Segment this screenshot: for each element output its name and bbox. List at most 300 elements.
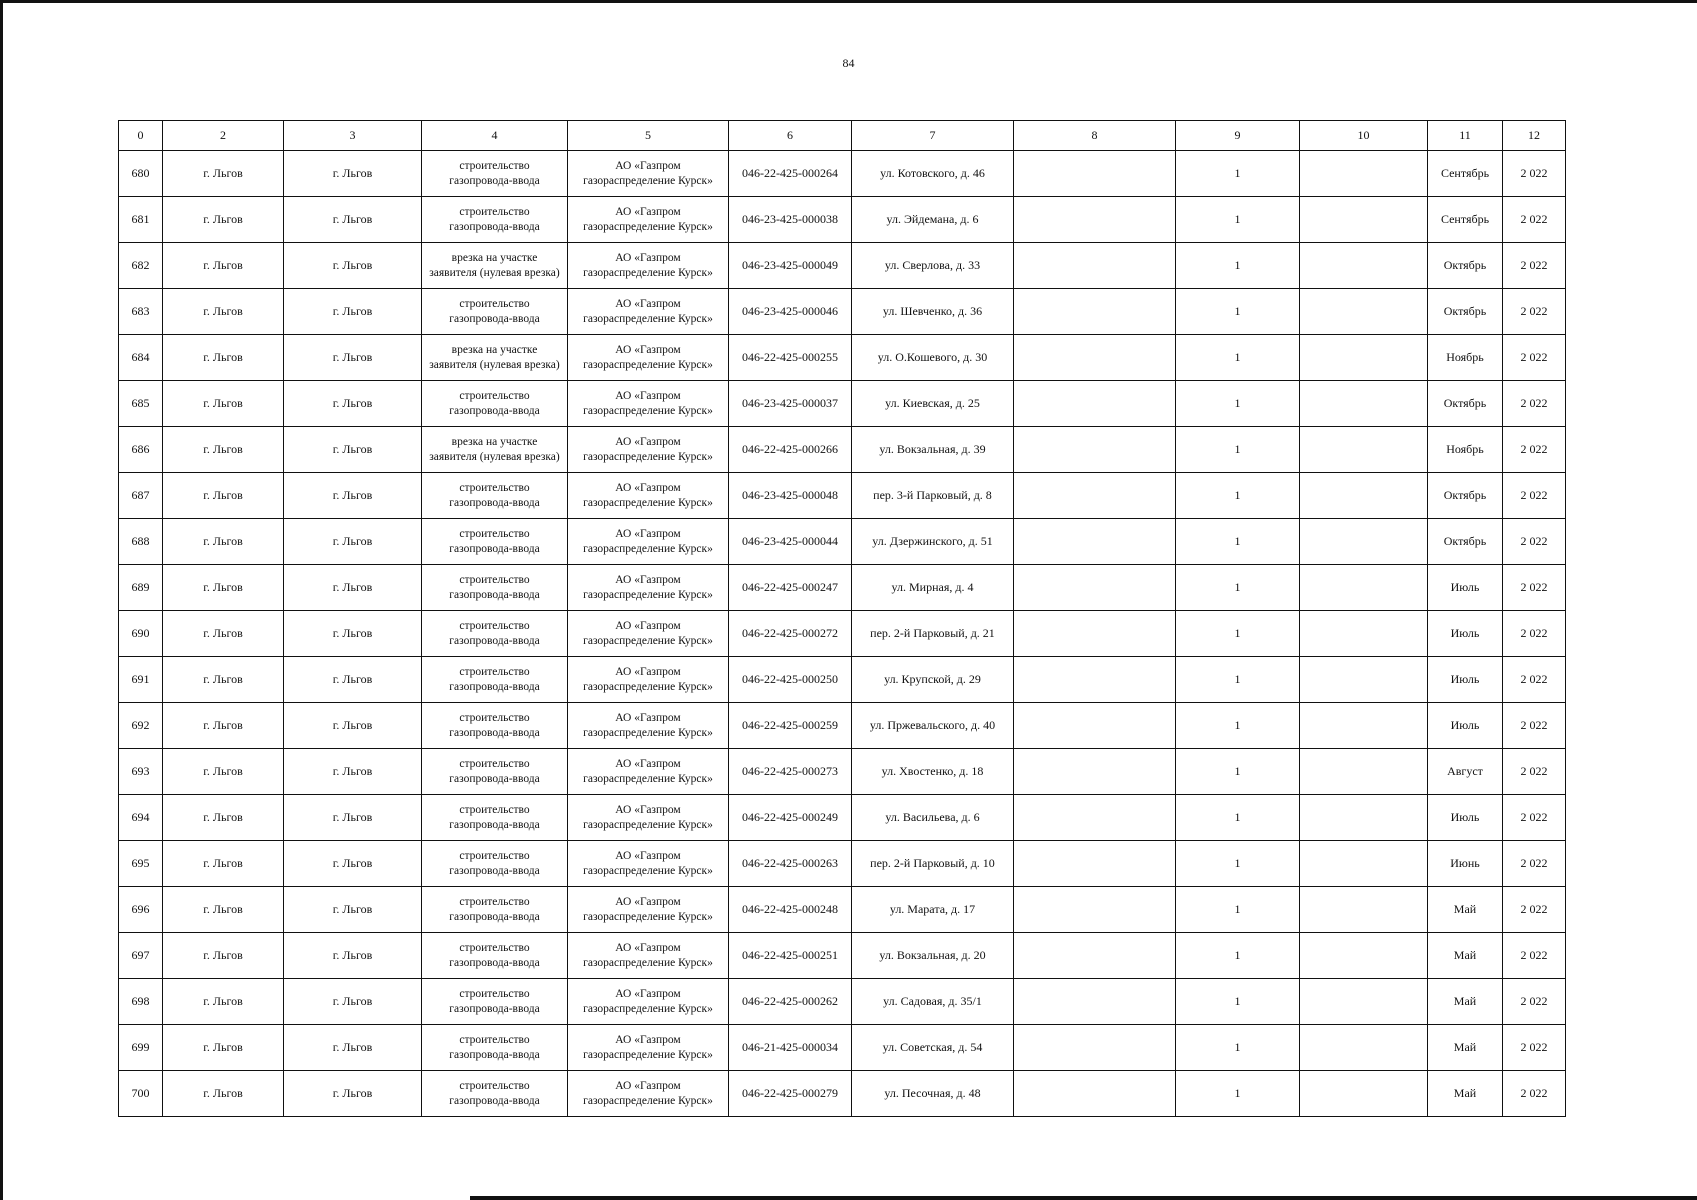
cell-month: Июль bbox=[1428, 703, 1503, 749]
cell-organization bbox=[568, 611, 729, 657]
cell-col-10 bbox=[1300, 381, 1428, 427]
cell-col-10 bbox=[1300, 979, 1428, 1025]
data-table bbox=[118, 120, 1566, 1117]
cell-year: 2 022 bbox=[1503, 749, 1566, 795]
cell-work-type-line: строительство bbox=[459, 711, 530, 724]
column-header: 3 bbox=[284, 121, 422, 151]
cell-count: 1 bbox=[1176, 703, 1300, 749]
cell-col-8 bbox=[1014, 335, 1176, 381]
cell-row-number: 690 bbox=[119, 611, 163, 657]
column-header: 9 bbox=[1176, 121, 1300, 151]
cell-month: Май bbox=[1428, 933, 1503, 979]
cell-year: 2 022 bbox=[1503, 979, 1566, 1025]
cell-year: 2 022 bbox=[1503, 1071, 1566, 1117]
cell-row-number: 696 bbox=[119, 887, 163, 933]
cell-count: 1 bbox=[1176, 749, 1300, 795]
cell-organization bbox=[568, 519, 729, 565]
column-header: 8 bbox=[1014, 121, 1176, 151]
cell-district: г. Льгов bbox=[284, 841, 422, 887]
cell-work-type bbox=[422, 427, 568, 473]
cell-work-type-line: строительство bbox=[459, 573, 530, 586]
page-number: 84 bbox=[842, 56, 855, 70]
cell-code: 046-22-425-000266 bbox=[729, 427, 852, 473]
cell-address: ул. Дзержинского, д. 51 bbox=[852, 519, 1014, 565]
cell-code: 046-23-425-000038 bbox=[729, 197, 852, 243]
cell-count: 1 bbox=[1176, 427, 1300, 473]
cell-organization-line: газораспределение Курск» bbox=[583, 174, 713, 187]
cell-month: Сентябрь bbox=[1428, 151, 1503, 197]
cell-work-type bbox=[422, 519, 568, 565]
table-row bbox=[119, 795, 1566, 841]
cell-settlement: г. Льгов bbox=[163, 243, 284, 289]
cell-organization-line: газораспределение Курск» bbox=[583, 450, 713, 463]
cell-organization bbox=[568, 749, 729, 795]
cell-month: Июль bbox=[1428, 565, 1503, 611]
cell-organization-line: АО «Газпром bbox=[615, 711, 681, 724]
cell-code: 046-22-425-000264 bbox=[729, 151, 852, 197]
cell-work-type-line: строительство bbox=[459, 849, 530, 862]
cell-code: 046-22-425-000248 bbox=[729, 887, 852, 933]
cell-count: 1 bbox=[1176, 657, 1300, 703]
cell-code: 046-23-425-000049 bbox=[729, 243, 852, 289]
cell-col-10 bbox=[1300, 703, 1428, 749]
table-row bbox=[119, 519, 1566, 565]
cell-work-type-line: газопровода-ввода bbox=[449, 220, 540, 233]
cell-month: Июнь bbox=[1428, 841, 1503, 887]
cell-work-type bbox=[422, 197, 568, 243]
cell-organization bbox=[568, 565, 729, 611]
cell-settlement: г. Льгов bbox=[163, 887, 284, 933]
cell-organization bbox=[568, 1025, 729, 1071]
cell-work-type-line: строительство bbox=[459, 481, 530, 494]
column-header: 5 bbox=[568, 121, 729, 151]
cell-row-number: 699 bbox=[119, 1025, 163, 1071]
cell-year: 2 022 bbox=[1503, 519, 1566, 565]
table-container bbox=[118, 120, 1565, 1117]
cell-work-type-line: газопровода-ввода bbox=[449, 818, 540, 831]
cell-organization bbox=[568, 795, 729, 841]
cell-settlement: г. Льгов bbox=[163, 933, 284, 979]
cell-year: 2 022 bbox=[1503, 565, 1566, 611]
cell-col-10 bbox=[1300, 565, 1428, 611]
cell-row-number: 689 bbox=[119, 565, 163, 611]
column-header: 0 bbox=[119, 121, 163, 151]
cell-col-8 bbox=[1014, 519, 1176, 565]
cell-work-type-line: строительство bbox=[459, 527, 530, 540]
cell-year: 2 022 bbox=[1503, 473, 1566, 519]
cell-row-number: 695 bbox=[119, 841, 163, 887]
cell-organization bbox=[568, 289, 729, 335]
table-body bbox=[119, 151, 1566, 1117]
cell-code: 046-23-425-000046 bbox=[729, 289, 852, 335]
cell-district: г. Льгов bbox=[284, 1071, 422, 1117]
table-row bbox=[119, 151, 1566, 197]
cell-count: 1 bbox=[1176, 519, 1300, 565]
cell-work-type bbox=[422, 565, 568, 611]
cell-month: Ноябрь bbox=[1428, 335, 1503, 381]
cell-work-type-line: строительство bbox=[459, 1033, 530, 1046]
cell-count: 1 bbox=[1176, 289, 1300, 335]
cell-work-type-line: заявителя (нулевая врезка) bbox=[429, 266, 560, 279]
cell-work-type-line: газопровода-ввода bbox=[449, 1094, 540, 1107]
cell-code: 046-21-425-000034 bbox=[729, 1025, 852, 1071]
cell-address: ул. Вокзальная, д. 39 bbox=[852, 427, 1014, 473]
cell-count: 1 bbox=[1176, 979, 1300, 1025]
cell-count: 1 bbox=[1176, 1071, 1300, 1117]
cell-address: ул. Эйдемана, д. 6 bbox=[852, 197, 1014, 243]
table-row bbox=[119, 1071, 1566, 1117]
cell-code: 046-22-425-000272 bbox=[729, 611, 852, 657]
cell-col-10 bbox=[1300, 151, 1428, 197]
cell-code: 046-23-425-000048 bbox=[729, 473, 852, 519]
table-row bbox=[119, 749, 1566, 795]
cell-year: 2 022 bbox=[1503, 887, 1566, 933]
cell-organization-line: газораспределение Курск» bbox=[583, 1002, 713, 1015]
cell-count: 1 bbox=[1176, 1025, 1300, 1071]
cell-count: 1 bbox=[1176, 197, 1300, 243]
cell-organization-line: газораспределение Курск» bbox=[583, 312, 713, 325]
cell-work-type-line: газопровода-ввода bbox=[449, 1048, 540, 1061]
cell-work-type bbox=[422, 749, 568, 795]
cell-year: 2 022 bbox=[1503, 335, 1566, 381]
cell-work-type-line: строительство bbox=[459, 665, 530, 678]
cell-settlement: г. Льгов bbox=[163, 979, 284, 1025]
cell-code: 046-23-425-000037 bbox=[729, 381, 852, 427]
cell-count: 1 bbox=[1176, 611, 1300, 657]
cell-work-type-line: строительство bbox=[459, 803, 530, 816]
cell-settlement: г. Льгов bbox=[163, 197, 284, 243]
cell-organization-line: газораспределение Курск» bbox=[583, 358, 713, 371]
cell-organization-line: газораспределение Курск» bbox=[583, 542, 713, 555]
cell-col-8 bbox=[1014, 565, 1176, 611]
cell-year: 2 022 bbox=[1503, 657, 1566, 703]
cell-settlement: г. Льгов bbox=[163, 1071, 284, 1117]
table-row bbox=[119, 289, 1566, 335]
cell-settlement: г. Льгов bbox=[163, 841, 284, 887]
cell-organization-line: газораспределение Курск» bbox=[583, 726, 713, 739]
cell-row-number: 694 bbox=[119, 795, 163, 841]
table-row bbox=[119, 197, 1566, 243]
cell-row-number: 680 bbox=[119, 151, 163, 197]
cell-col-10 bbox=[1300, 933, 1428, 979]
cell-year: 2 022 bbox=[1503, 933, 1566, 979]
table-row bbox=[119, 933, 1566, 979]
cell-address: ул. Сверлова, д. 33 bbox=[852, 243, 1014, 289]
cell-work-type bbox=[422, 979, 568, 1025]
cell-district: г. Льгов bbox=[284, 151, 422, 197]
cell-organization-line: АО «Газпром bbox=[615, 941, 681, 954]
cell-col-8 bbox=[1014, 657, 1176, 703]
cell-col-8 bbox=[1014, 473, 1176, 519]
cell-work-type-line: газопровода-ввода bbox=[449, 588, 540, 601]
table-row bbox=[119, 427, 1566, 473]
cell-year: 2 022 bbox=[1503, 427, 1566, 473]
cell-district: г. Льгов bbox=[284, 381, 422, 427]
cell-row-number: 683 bbox=[119, 289, 163, 335]
cell-district: г. Льгов bbox=[284, 197, 422, 243]
table-row bbox=[119, 335, 1566, 381]
cell-organization-line: газораспределение Курск» bbox=[583, 496, 713, 509]
cell-work-type bbox=[422, 657, 568, 703]
cell-work-type-line: врезка на участке bbox=[451, 343, 538, 356]
cell-work-type-line: газопровода-ввода bbox=[449, 680, 540, 693]
cell-code: 046-22-425-000249 bbox=[729, 795, 852, 841]
cell-work-type-line: газопровода-ввода bbox=[449, 634, 540, 647]
cell-col-10 bbox=[1300, 887, 1428, 933]
cell-settlement: г. Льгов bbox=[163, 565, 284, 611]
cell-organization-line: АО «Газпром bbox=[615, 205, 681, 218]
cell-organization bbox=[568, 933, 729, 979]
scan-border-top bbox=[0, 0, 1697, 3]
cell-year: 2 022 bbox=[1503, 381, 1566, 427]
cell-settlement: г. Льгов bbox=[163, 473, 284, 519]
cell-work-type-line: газопровода-ввода bbox=[449, 496, 540, 509]
cell-organization bbox=[568, 427, 729, 473]
cell-year: 2 022 bbox=[1503, 1025, 1566, 1071]
cell-organization bbox=[568, 151, 729, 197]
cell-month: Октябрь bbox=[1428, 473, 1503, 519]
column-header: 11 bbox=[1428, 121, 1503, 151]
cell-work-type-line: строительство bbox=[459, 895, 530, 908]
cell-settlement: г. Льгов bbox=[163, 657, 284, 703]
cell-col-10 bbox=[1300, 1025, 1428, 1071]
cell-work-type-line: газопровода-ввода bbox=[449, 864, 540, 877]
cell-row-number: 700 bbox=[119, 1071, 163, 1117]
cell-col-8 bbox=[1014, 979, 1176, 1025]
table-row bbox=[119, 611, 1566, 657]
cell-year: 2 022 bbox=[1503, 243, 1566, 289]
cell-col-8 bbox=[1014, 1025, 1176, 1071]
cell-district: г. Льгов bbox=[284, 243, 422, 289]
cell-work-type bbox=[422, 473, 568, 519]
cell-settlement: г. Льгов bbox=[163, 1025, 284, 1071]
cell-organization-line: АО «Газпром bbox=[615, 665, 681, 678]
cell-work-type bbox=[422, 289, 568, 335]
cell-organization-line: газораспределение Курск» bbox=[583, 910, 713, 923]
cell-code: 046-22-425-000262 bbox=[729, 979, 852, 1025]
cell-address: ул. Котовского, д. 46 bbox=[852, 151, 1014, 197]
cell-address: пер. 3-й Парковый, д. 8 bbox=[852, 473, 1014, 519]
cell-settlement: г. Льгов bbox=[163, 335, 284, 381]
column-header: 10 bbox=[1300, 121, 1428, 151]
cell-year: 2 022 bbox=[1503, 611, 1566, 657]
cell-code: 046-22-425-000279 bbox=[729, 1071, 852, 1117]
cell-organization-line: АО «Газпром bbox=[615, 481, 681, 494]
cell-organization-line: газораспределение Курск» bbox=[583, 1094, 713, 1107]
scan-border-bottom bbox=[470, 1196, 1697, 1200]
cell-work-type-line: врезка на участке bbox=[451, 435, 538, 448]
cell-work-type bbox=[422, 795, 568, 841]
cell-organization-line: АО «Газпром bbox=[615, 389, 681, 402]
cell-work-type-line: заявителя (нулевая врезка) bbox=[429, 358, 560, 371]
cell-address: ул. Мирная, д. 4 bbox=[852, 565, 1014, 611]
cell-row-number: 693 bbox=[119, 749, 163, 795]
cell-work-type bbox=[422, 887, 568, 933]
cell-address: пер. 2-й Парковый, д. 21 bbox=[852, 611, 1014, 657]
cell-organization-line: АО «Газпром bbox=[615, 1033, 681, 1046]
cell-organization bbox=[568, 841, 729, 887]
table-row bbox=[119, 473, 1566, 519]
cell-organization bbox=[568, 197, 729, 243]
cell-row-number: 684 bbox=[119, 335, 163, 381]
cell-col-8 bbox=[1014, 197, 1176, 243]
cell-organization-line: газораспределение Курск» bbox=[583, 956, 713, 969]
cell-address: ул. Советская, д. 54 bbox=[852, 1025, 1014, 1071]
cell-code: 046-22-425-000251 bbox=[729, 933, 852, 979]
cell-count: 1 bbox=[1176, 335, 1300, 381]
cell-col-10 bbox=[1300, 795, 1428, 841]
cell-col-10 bbox=[1300, 657, 1428, 703]
cell-organization-line: газораспределение Курск» bbox=[583, 220, 713, 233]
cell-district: г. Льгов bbox=[284, 887, 422, 933]
cell-work-type-line: газопровода-ввода bbox=[449, 910, 540, 923]
cell-district: г. Льгов bbox=[284, 473, 422, 519]
cell-col-10 bbox=[1300, 243, 1428, 289]
cell-code: 046-22-425-000263 bbox=[729, 841, 852, 887]
cell-col-10 bbox=[1300, 335, 1428, 381]
cell-settlement: г. Льгов bbox=[163, 749, 284, 795]
cell-col-8 bbox=[1014, 887, 1176, 933]
cell-work-type-line: строительство bbox=[459, 757, 530, 770]
cell-row-number: 692 bbox=[119, 703, 163, 749]
cell-organization bbox=[568, 335, 729, 381]
cell-address: ул. Хвостенко, д. 18 bbox=[852, 749, 1014, 795]
cell-code: 046-22-425-000273 bbox=[729, 749, 852, 795]
cell-col-8 bbox=[1014, 841, 1176, 887]
cell-month: Июль bbox=[1428, 611, 1503, 657]
cell-organization bbox=[568, 1071, 729, 1117]
cell-col-10 bbox=[1300, 1071, 1428, 1117]
cell-work-type bbox=[422, 335, 568, 381]
cell-count: 1 bbox=[1176, 887, 1300, 933]
cell-organization-line: газораспределение Курск» bbox=[583, 818, 713, 831]
cell-work-type-line: газопровода-ввода bbox=[449, 404, 540, 417]
cell-month: Сентябрь bbox=[1428, 197, 1503, 243]
cell-work-type-line: строительство bbox=[459, 987, 530, 1000]
cell-year: 2 022 bbox=[1503, 289, 1566, 335]
cell-col-10 bbox=[1300, 519, 1428, 565]
table-row bbox=[119, 243, 1566, 289]
cell-work-type-line: газопровода-ввода bbox=[449, 726, 540, 739]
cell-organization-line: АО «Газпром bbox=[615, 251, 681, 264]
cell-row-number: 697 bbox=[119, 933, 163, 979]
cell-settlement: г. Льгов bbox=[163, 151, 284, 197]
cell-work-type bbox=[422, 1025, 568, 1071]
cell-organization-line: АО «Газпром bbox=[615, 849, 681, 862]
cell-organization-line: АО «Газпром bbox=[615, 297, 681, 310]
cell-district: г. Льгов bbox=[284, 749, 422, 795]
cell-code: 046-22-425-000255 bbox=[729, 335, 852, 381]
cell-row-number: 682 bbox=[119, 243, 163, 289]
cell-col-8 bbox=[1014, 749, 1176, 795]
cell-address: ул. Васильева, д. 6 bbox=[852, 795, 1014, 841]
cell-district: г. Льгов bbox=[284, 933, 422, 979]
cell-organization bbox=[568, 979, 729, 1025]
cell-organization-line: АО «Газпром bbox=[615, 757, 681, 770]
cell-work-type-line: строительство bbox=[459, 297, 530, 310]
column-header: 6 bbox=[729, 121, 852, 151]
cell-month: Май bbox=[1428, 887, 1503, 933]
cell-month: Октябрь bbox=[1428, 381, 1503, 427]
cell-count: 1 bbox=[1176, 841, 1300, 887]
cell-organization bbox=[568, 887, 729, 933]
cell-code: 046-22-425-000250 bbox=[729, 657, 852, 703]
cell-work-type-line: заявителя (нулевая врезка) bbox=[429, 450, 560, 463]
table-row bbox=[119, 703, 1566, 749]
cell-year: 2 022 bbox=[1503, 197, 1566, 243]
cell-code: 046-23-425-000044 bbox=[729, 519, 852, 565]
cell-organization-line: АО «Газпром bbox=[615, 435, 681, 448]
cell-work-type bbox=[422, 1071, 568, 1117]
cell-col-10 bbox=[1300, 749, 1428, 795]
cell-col-10 bbox=[1300, 841, 1428, 887]
cell-district: г. Льгов bbox=[284, 335, 422, 381]
cell-work-type bbox=[422, 611, 568, 657]
cell-organization bbox=[568, 703, 729, 749]
column-header: 4 bbox=[422, 121, 568, 151]
cell-organization-line: АО «Газпром bbox=[615, 619, 681, 632]
cell-col-10 bbox=[1300, 611, 1428, 657]
cell-work-type-line: газопровода-ввода bbox=[449, 956, 540, 969]
column-header: 7 bbox=[852, 121, 1014, 151]
cell-col-8 bbox=[1014, 381, 1176, 427]
cell-month: Ноябрь bbox=[1428, 427, 1503, 473]
cell-work-type-line: врезка на участке bbox=[451, 251, 538, 264]
column-header: 12 bbox=[1503, 121, 1566, 151]
cell-col-8 bbox=[1014, 243, 1176, 289]
cell-organization-line: газораспределение Курск» bbox=[583, 588, 713, 601]
cell-district: г. Льгов bbox=[284, 611, 422, 657]
cell-col-10 bbox=[1300, 427, 1428, 473]
cell-work-type-line: строительство bbox=[459, 159, 530, 172]
cell-month: Октябрь bbox=[1428, 519, 1503, 565]
cell-address: ул. Пржевальского, д. 40 bbox=[852, 703, 1014, 749]
cell-district: г. Льгов bbox=[284, 1025, 422, 1071]
cell-work-type-line: газопровода-ввода bbox=[449, 772, 540, 785]
column-header: 2 bbox=[163, 121, 284, 151]
cell-col-8 bbox=[1014, 427, 1176, 473]
table-row bbox=[119, 979, 1566, 1025]
cell-organization-line: АО «Газпром bbox=[615, 895, 681, 908]
cell-organization-line: АО «Газпром bbox=[615, 343, 681, 356]
cell-count: 1 bbox=[1176, 381, 1300, 427]
cell-organization-line: газораспределение Курск» bbox=[583, 772, 713, 785]
cell-organization bbox=[568, 473, 729, 519]
cell-work-type bbox=[422, 151, 568, 197]
cell-district: г. Льгов bbox=[284, 703, 422, 749]
cell-district: г. Льгов bbox=[284, 979, 422, 1025]
cell-organization-line: газораспределение Курск» bbox=[583, 1048, 713, 1061]
cell-code: 046-22-425-000259 bbox=[729, 703, 852, 749]
cell-district: г. Льгов bbox=[284, 795, 422, 841]
cell-year: 2 022 bbox=[1503, 841, 1566, 887]
cell-address: ул. Садовая, д. 35/1 bbox=[852, 979, 1014, 1025]
cell-code: 046-22-425-000247 bbox=[729, 565, 852, 611]
cell-count: 1 bbox=[1176, 151, 1300, 197]
cell-year: 2 022 bbox=[1503, 703, 1566, 749]
table-row bbox=[119, 841, 1566, 887]
cell-organization-line: АО «Газпром bbox=[615, 159, 681, 172]
cell-settlement: г. Льгов bbox=[163, 289, 284, 335]
cell-organization-line: газораспределение Курск» bbox=[583, 634, 713, 647]
cell-work-type-line: газопровода-ввода bbox=[449, 312, 540, 325]
table-row bbox=[119, 565, 1566, 611]
table-row bbox=[119, 887, 1566, 933]
cell-organization-line: газораспределение Курск» bbox=[583, 404, 713, 417]
table-row bbox=[119, 657, 1566, 703]
cell-col-8 bbox=[1014, 151, 1176, 197]
cell-count: 1 bbox=[1176, 565, 1300, 611]
